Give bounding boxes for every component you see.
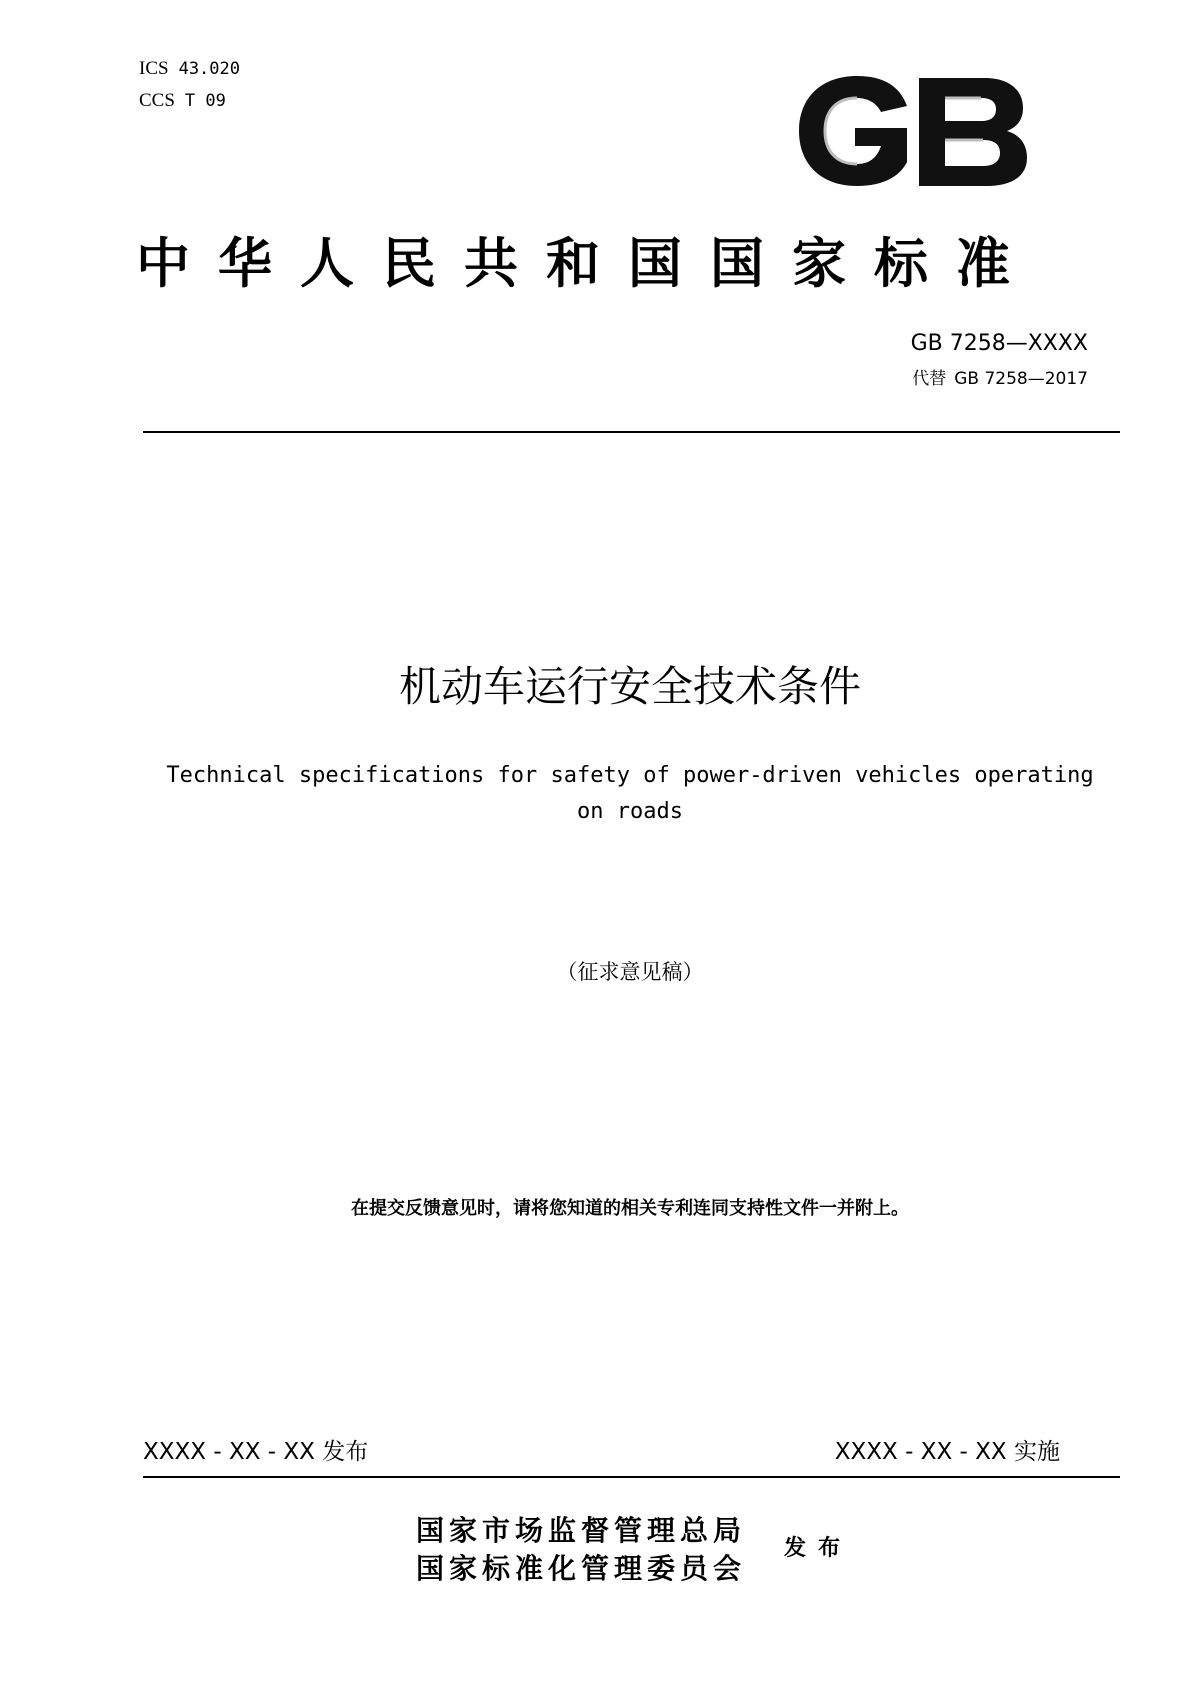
publish-label: 发布 <box>784 1535 853 1561</box>
document-title-en-line1: Technical specifications for safety of power-driven vehicles operating <box>166 763 1094 788</box>
ics-code <box>139 58 240 80</box>
document-title-en <box>140 758 1120 830</box>
national-standard-title: 中华人民共和国国家标准 <box>136 232 1038 295</box>
replaces-number: GB 7258—2017 <box>954 369 1088 389</box>
patent-notice: 在提交反馈意见时，请将您知道的相关专利连同支持性文件一并附上。 <box>351 1198 909 1219</box>
ccs-code <box>139 90 226 112</box>
gb-logo <box>795 72 1030 190</box>
issuer-sac: 国家标准化管理委员会 <box>416 1552 747 1585</box>
issuer-samr: 国家市场监督管理总局 <box>416 1514 747 1547</box>
draft-status: （征求意见稿） <box>556 960 704 984</box>
document-title-en-line2: on roads <box>577 799 683 824</box>
document-title-zh: 机动车运行安全技术条件 <box>398 662 861 711</box>
ccs-value: T 09 <box>184 91 226 111</box>
header-divider <box>143 431 1120 433</box>
implementation-date: XXXX - XX - XX 实施 <box>834 1439 1060 1465</box>
issue-date: XXXX - XX - XX 发布 <box>143 1439 369 1465</box>
footer-divider <box>143 1476 1120 1478</box>
replaces-label: 代替 <box>912 369 947 389</box>
standard-number: GB 7258—XXXX <box>910 331 1088 356</box>
ccs-label: CCS <box>139 90 175 111</box>
replaces-standard <box>912 368 1088 390</box>
ics-label: ICS <box>139 58 169 79</box>
ics-value: 43.020 <box>178 59 240 79</box>
